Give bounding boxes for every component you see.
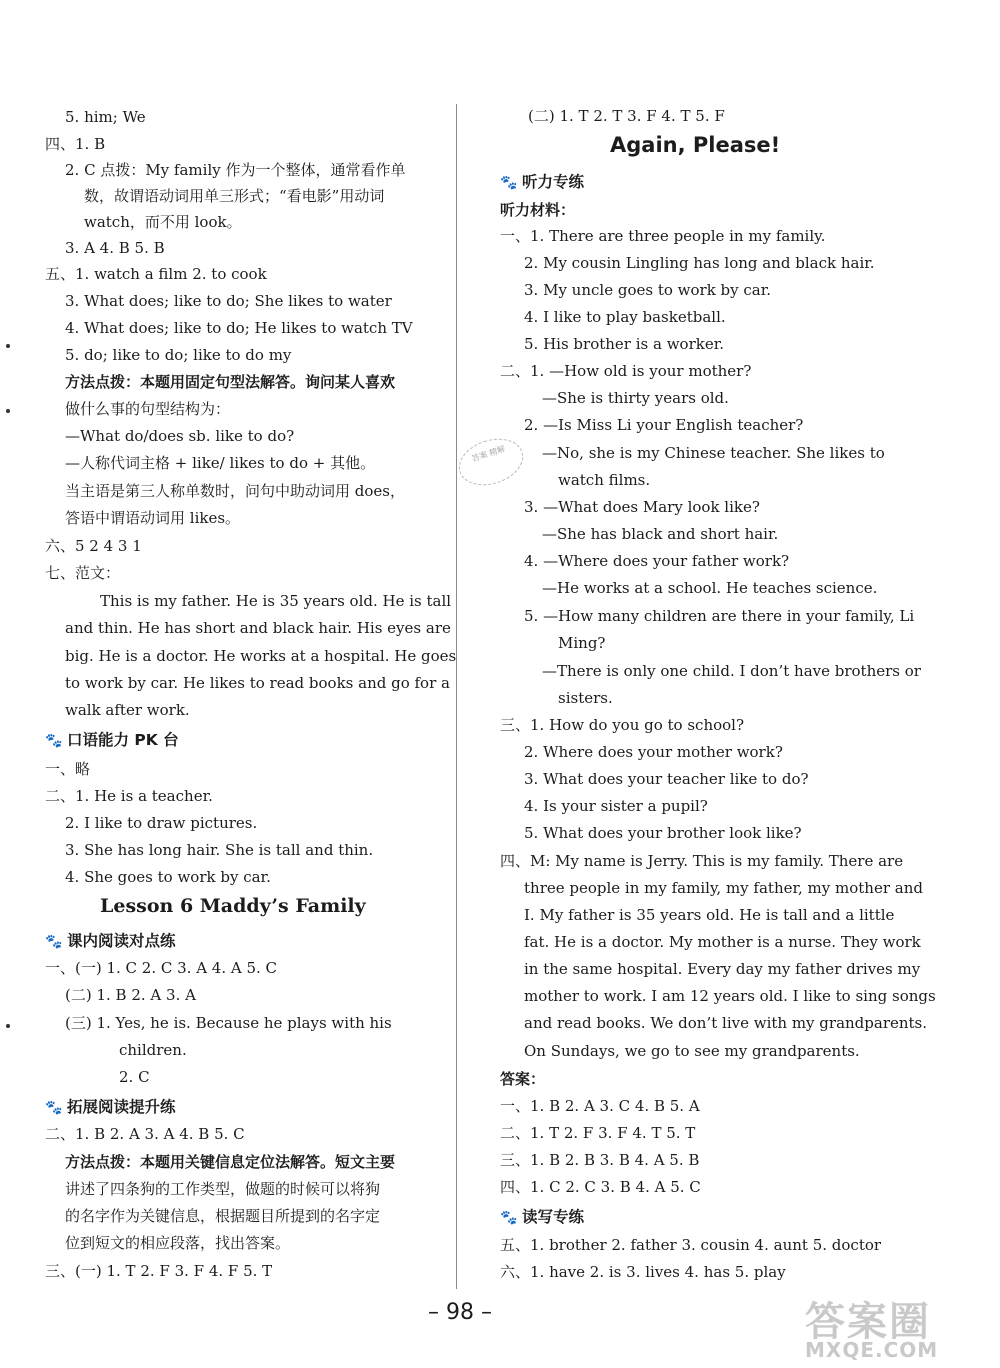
text-line: —She has black and short hair. <box>542 525 779 543</box>
margin-dot <box>6 409 10 413</box>
text-line: —There is only one child. I don’t have brothers or <box>542 662 921 680</box>
text-line: and thin. He has short and black hair. His eyes are <box>65 619 451 637</box>
answer-stamp: 答案 精解 <box>453 431 529 493</box>
text-line: 3. A 4. B 5. B <box>65 239 165 257</box>
text-line: 2. C 点拨：My family 作为一个整体，通常看作单 <box>65 161 406 179</box>
watermark-logo <box>770 1290 995 1368</box>
text-line: 三、1. B 2. B 3. B 4. A 5. B <box>500 1151 700 1169</box>
margin-dot <box>6 1024 10 1028</box>
text-line: 五、1. watch a film 2. to cook <box>45 265 267 283</box>
text-line: 3. —What does Mary look like? <box>524 498 760 516</box>
text-line: 3. My uncle goes to work by car. <box>524 281 772 299</box>
text-line: I. My father is 35 years old. He is tall and a little <box>524 906 895 924</box>
text-line: —He works at a school. He teaches science. <box>542 579 878 597</box>
text-line: —人称代词主格 + like/ likes to do + 其他。 <box>65 454 376 472</box>
text-line: 3. What does your teacher like to do? <box>524 770 809 788</box>
section-heading-text: 口语能力 PK 台 <box>67 731 179 749</box>
column-divider <box>456 104 457 1289</box>
text-line: 二、1. —How old is your mother? <box>500 362 752 380</box>
text-line: in the same hospital. Every day my father drives my <box>524 960 921 978</box>
paw-icon: 🐾 <box>45 733 63 749</box>
watermark-sub: MXQE.COM <box>805 1338 939 1362</box>
text-line: —She is thirty years old. <box>542 389 729 407</box>
text-line: 六、1. have 2. is 3. lives 4. has 5. play <box>500 1263 786 1281</box>
text-line: walk after work. <box>65 701 190 719</box>
text-line: 答语中谓语动词用 likes。 <box>65 509 241 527</box>
text-line: children. <box>119 1041 187 1059</box>
text-line: 六、5 2 4 3 1 <box>45 537 142 555</box>
text-line: 2. Where does your mother work? <box>524 743 783 761</box>
margin-dot <box>6 344 10 348</box>
text-line: 方法点拨：本题用关键信息定位法解答。短文主要 <box>65 1153 396 1171</box>
text-line: 四、1. B <box>45 135 106 153</box>
text-line: 讲述了四条狗的工作类型，做题的时候可以将狗 <box>65 1180 381 1198</box>
text-line: big. He is a doctor. He works at a hospital. He goes <box>65 647 457 665</box>
text-line: 数，故谓语动词用单三形式；“看电影”用动词 <box>84 187 385 205</box>
section-heading <box>45 730 179 751</box>
unit-title: Again, Please! <box>610 133 781 157</box>
text-line: 2. My cousin Lingling has long and black hair. <box>524 254 875 272</box>
text-line: 4. She goes to work by car. <box>65 868 271 886</box>
text-line: 的名字作为关键信息，根据题目所提到的名字定 <box>65 1207 381 1225</box>
text-line: 二、1. T 2. F 3. F 4. T 5. T <box>500 1124 696 1142</box>
text-line: 三、1. How do you go to school? <box>500 716 745 734</box>
text-line: 2. I like to draw pictures. <box>65 814 258 832</box>
text-line: 当主语是第三人称单数时，问句中助动词用 does， <box>65 482 405 500</box>
text-line: 答案： <box>500 1070 546 1088</box>
paw-icon: 🐾 <box>45 1100 63 1116</box>
section-heading-text: 课内阅读对点练 <box>67 932 176 950</box>
text-line: 四、M: My name is Jerry. This is my family. There are <box>500 852 904 870</box>
text-line: 3. She has long hair. She is tall and thin. <box>65 841 374 859</box>
text-line: 五、1. brother 2. father 3. cousin 4. aunt 5. doctor <box>500 1236 882 1254</box>
text-line: (二) 1. T 2. T 3. F 4. T 5. F <box>528 107 725 125</box>
text-line: 一、1. There are three people in my family. <box>500 227 826 245</box>
text-line: 一、1. B 2. A 3. C 4. B 5. A <box>500 1097 700 1115</box>
text-line: 3. What does; like to do; She likes to water <box>65 292 392 310</box>
text-line: 4. I like to play basketball. <box>524 308 726 326</box>
page-number: – 98 – <box>428 1300 492 1325</box>
text-line: 做什么事的句型结构为： <box>65 400 231 418</box>
section-heading-text: 拓展阅读提升练 <box>67 1098 176 1116</box>
text-line: 2. C <box>119 1068 150 1086</box>
text-line: 二、1. He is a teacher. <box>45 787 213 805</box>
text-line: (二) 1. B 2. A 3. A <box>65 986 196 1004</box>
text-line: watch，而不用 look。 <box>84 213 242 231</box>
text-line: 方法点拨：本题用固定句型法解答。询问某人喜欢 <box>65 373 396 391</box>
text-line: This is my father. He is 35 years old. He is tall <box>100 592 452 610</box>
text-line: 一、略 <box>45 760 91 778</box>
text-line: 5. do; like to do; like to do my <box>65 346 292 364</box>
text-line: 四、1. C 2. C 3. B 4. A 5. C <box>500 1178 701 1196</box>
text-line: 4. What does; like to do; He likes to watch TV <box>65 319 413 337</box>
text-line: Ming? <box>558 634 606 652</box>
text-line: and read books. We don’t live with my grandparents. <box>524 1014 928 1032</box>
watermark-main: 答案圈 <box>805 1299 931 1345</box>
text-line: 七、范文： <box>45 564 121 582</box>
section-heading <box>500 1207 584 1228</box>
text-line: —What do/does sb. like to do? <box>65 427 295 445</box>
text-line: 5. him; We <box>65 108 146 126</box>
section-heading-text: 读写专练 <box>522 1208 585 1226</box>
text-line: to work by car. He likes to read books and go for a <box>65 674 450 692</box>
paw-icon: 🐾 <box>500 175 518 191</box>
text-line: 4. Is your sister a pupil? <box>524 797 708 815</box>
text-line: 二、1. B 2. A 3. A 4. B 5. C <box>45 1125 245 1143</box>
text-line: 5. His brother is a worker. <box>524 335 725 353</box>
section-heading <box>500 172 584 193</box>
text-line: 4. —Where does your father work? <box>524 552 790 570</box>
text-line: 三、(一) 1. T 2. F 3. F 4. F 5. T <box>45 1262 273 1280</box>
text-line: 5. What does your brother look like? <box>524 824 802 842</box>
paw-icon: 🐾 <box>45 934 63 950</box>
text-line: 5. —How many children are there in your family, Li <box>524 607 915 625</box>
text-line: watch films. <box>558 471 651 489</box>
text-line: 听力材料： <box>500 201 576 219</box>
text-line: 2. —Is Miss Li your English teacher? <box>524 416 804 434</box>
section-heading-text: 听力专练 <box>522 173 585 191</box>
text-line: 一、(一) 1. C 2. C 3. A 4. A 5. C <box>45 959 278 977</box>
section-heading <box>45 1097 176 1118</box>
section-heading <box>45 931 176 952</box>
text-line: mother to work. I am 12 years old. I like to sing songs <box>524 987 936 1005</box>
paw-icon: 🐾 <box>500 1210 518 1226</box>
text-line: (三) 1. Yes, he is. Because he plays with his <box>65 1014 392 1032</box>
text-line: 位到短文的相应段落，找出答案。 <box>65 1234 291 1252</box>
lesson-title: Lesson 6 Maddy’s Family <box>100 895 366 917</box>
text-line: On Sundays, we go to see my grandparents. <box>524 1042 860 1060</box>
text-line: fat. He is a doctor. My mother is a nurse. They work <box>524 933 921 951</box>
text-line: three people in my family, my father, my mother and <box>524 879 923 897</box>
text-line: sisters. <box>558 689 613 707</box>
text-line: —No, she is my Chinese teacher. She likes to <box>542 444 885 462</box>
